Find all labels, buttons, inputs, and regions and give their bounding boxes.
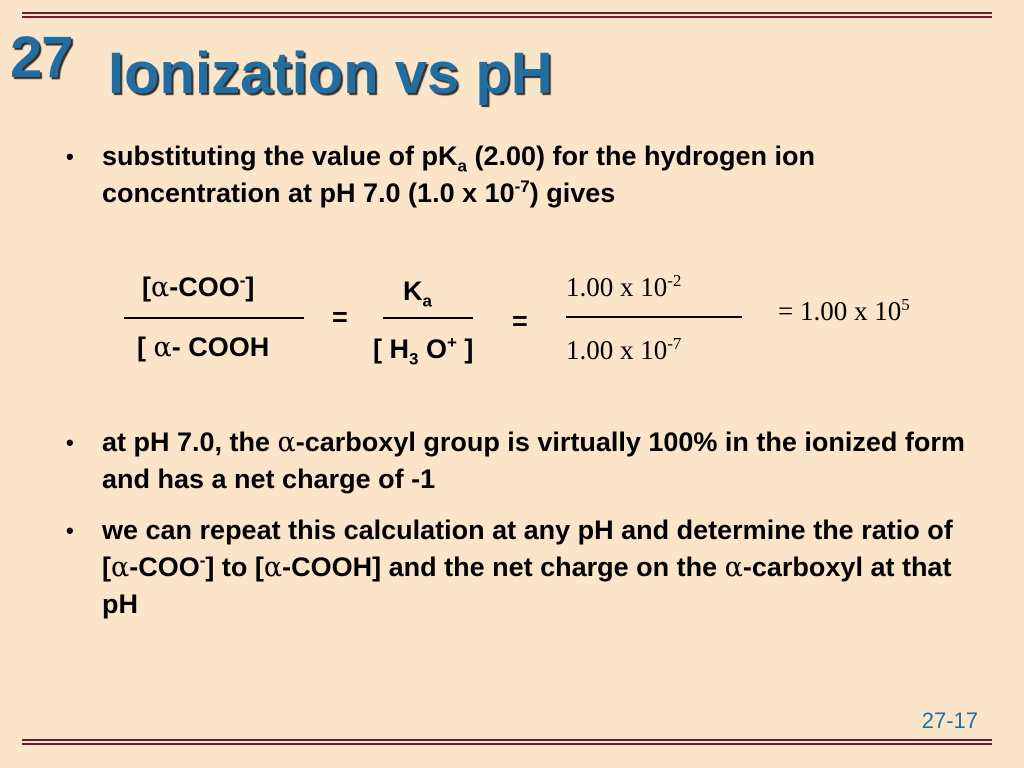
equals-sign-2: = xyxy=(512,306,528,336)
bullet-1-part1: substituting the value of pK xyxy=(102,141,458,171)
bullet-1-sup: -7 xyxy=(514,177,530,196)
mid-denominator: [ $H_3$ O+ ] xyxy=(373,333,474,369)
rhs-fraction-line xyxy=(566,316,742,318)
alpha-symbol: α xyxy=(111,552,130,583)
bullet-1-text xyxy=(102,138,992,212)
top-rule xyxy=(22,12,992,18)
alpha-symbol: α xyxy=(277,427,296,458)
bullet-1-part3: ) gives xyxy=(529,178,616,208)
bullet-1-sub: a xyxy=(457,156,467,176)
rhs-numerator: 1.00 x $10^{-2}$ xyxy=(566,271,682,302)
chapter-number: 27 xyxy=(10,25,73,90)
alpha-symbol: α xyxy=(263,552,283,583)
bullet-3-text: we can repeat this calculation at any pH and determine the ratio of [α-COO-] to [α-COOH] and the net charge on the α-carboxyl at that pH xyxy=(102,515,953,619)
bottom-rule xyxy=(22,739,992,745)
bullet-3 xyxy=(62,512,992,632)
lhs-denominator: [ α- COOH xyxy=(137,332,270,363)
alpha-symbol: α xyxy=(724,552,743,583)
page-title: Ionization vs pH xyxy=(108,41,553,106)
bullet-dot: • xyxy=(66,518,74,543)
bullet-1 xyxy=(62,138,992,218)
bullet-2-text: at pH 7.0, the α-carboxyl group is virtually 100% in the ionized form and has a net charge of -1 xyxy=(102,427,965,494)
page-number: 27-17 xyxy=(921,708,978,733)
alpha-symbol: α xyxy=(153,332,172,363)
bullet-2 xyxy=(62,424,992,504)
bullet-1-part2: (2.00) for the hydrogen ion concentration at pH 7.0 (1.0 x 10 xyxy=(102,141,815,208)
mid-numerator: $K_a$ xyxy=(403,276,432,311)
lhs-fraction-line xyxy=(124,317,304,319)
lhs-numerator: [α-COO-] xyxy=(142,271,255,303)
mid-fraction-line xyxy=(383,317,473,319)
bullet-dot: • xyxy=(66,144,74,169)
alpha-symbol: α xyxy=(151,272,170,303)
bullet-dot: • xyxy=(66,430,74,455)
equals-sign-1: = xyxy=(332,302,348,332)
equation-result: = 1.00 x $10^5$ xyxy=(778,295,910,326)
rhs-denominator: 1.00 x $10^{-7}$ xyxy=(566,334,682,365)
